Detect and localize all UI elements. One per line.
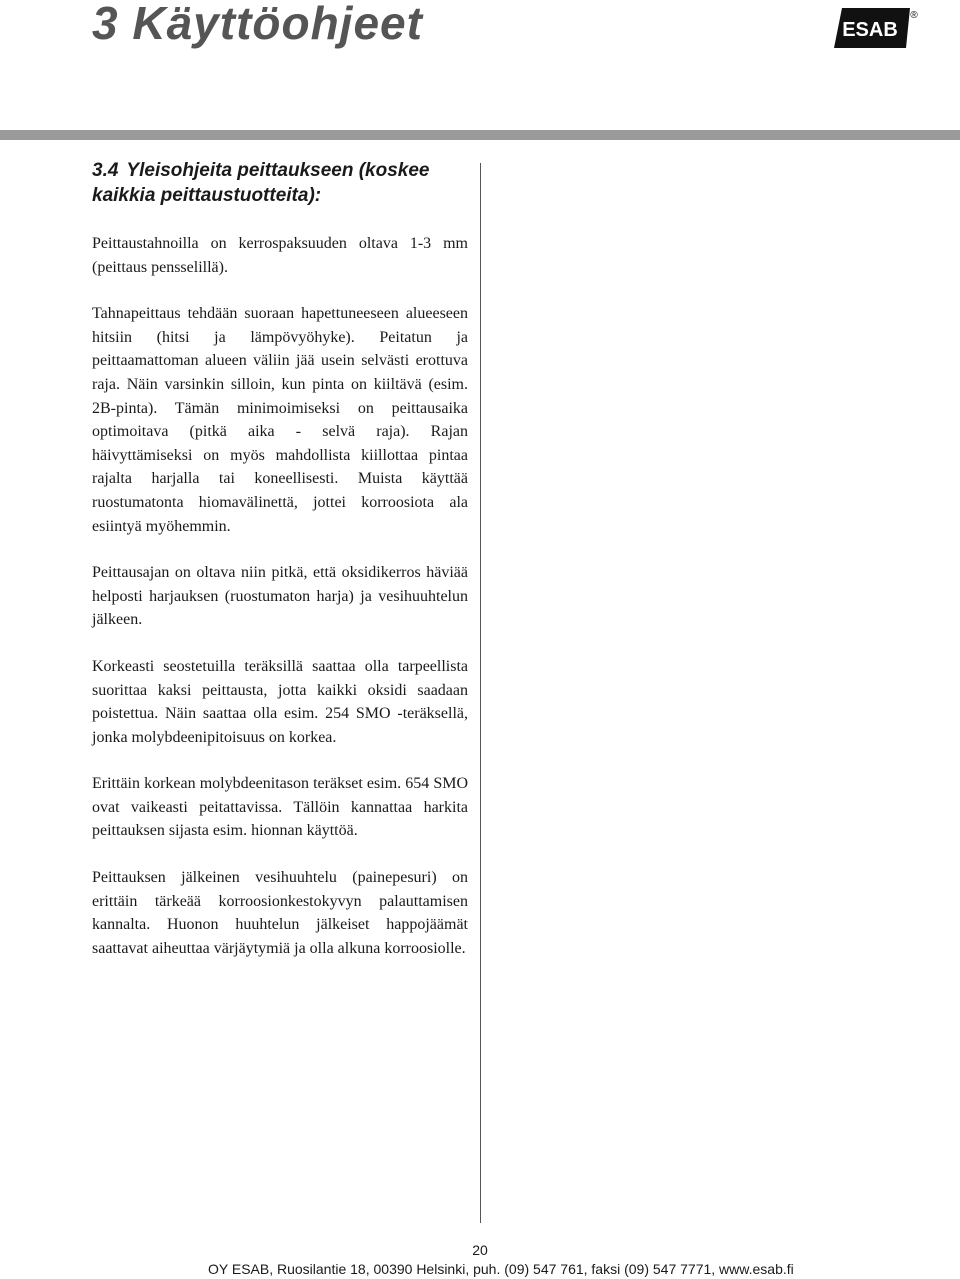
paragraph: Korkeasti seostetuilla teräksillä saattaa olla tarpeellista suorittaa kaksi peittausta, jotta kaikki oksidi saadaan poistettua. Näin saattaa olla esim. 254 SMO -teräksellä, jonka molybdeenipitoisuus on korkea. [92,657,468,746]
column-divider [480,163,481,1223]
logo-text: ESAB [842,19,898,41]
paragraph: Erittäin korkean molybdeenitason teräkset esim. 654 SMO ovat vaikeasti peitattavissa. Tällöin kannattaa harkita peittauksen sijasta esim. hionnan käyttöä. [92,775,468,840]
header-rule [0,130,960,140]
page-number: 20 [472,1242,488,1258]
section-title: Yleisohjeita peittaukseen (koskee kaikkia peittaustuotteita): [92,160,430,206]
paragraph: Peittausajan on oltava niin pitkä, että oksidikerros häviää helposti harjauksen (ruostumaton harja) ja vesihuuhtelun jälkeen. [92,564,468,629]
esab-logo [832,6,918,50]
paragraph: Tahnapeittaus tehdään suoraan hapettuneeseen alueeseen hitsiin (hitsi ja lämpövyöhyke). Peitatun ja peittaamattoman alueen väliin jää usein selvästi erottuva raja. Näin varsinkin silloin, kun pinta on kiiltävä (esim. 2B-pinta). Tämän minimoimiseksi on peittausaika optimoitava (pitkä aika - selvä raja). Rajan häivyttämiseksi on myös mahdollista kiillottaa pintaa rajalta harjalla tai koneellisesti. Muista käyttää ruostumatonta hiomavälinettä, jottei korroosiota ala esiintyä myöhemmin. [92,305,468,535]
paragraph: Peittauksen jälkeinen vesihuuhtelu (painepesuri) on erittäin tärkeää korroosionkestokyvyn palauttamisen kannalta. Huonon huuhtelun jälkeiset happojäämät saattavat aiheuttaa värjäytymiä ja olla alkuna korroosiolle. [92,869,468,957]
paragraph: Peittaustahnoilla on kerrospaksuuden oltava 1-3 mm (peittaus pensselillä). [92,235,468,276]
footer-address: OY ESAB, Ruosilantie 18, 00390 Helsinki, puh. (09) 547 761, faksi (09) 547 7771, www.esab.fi [208,1261,794,1277]
chapter-title: 3 Käyttöohjeet [92,0,423,49]
body-column [92,232,468,983]
section-number: 3.4 [92,160,119,181]
section-heading [92,158,472,208]
logo-registered-mark: ® [910,10,918,21]
